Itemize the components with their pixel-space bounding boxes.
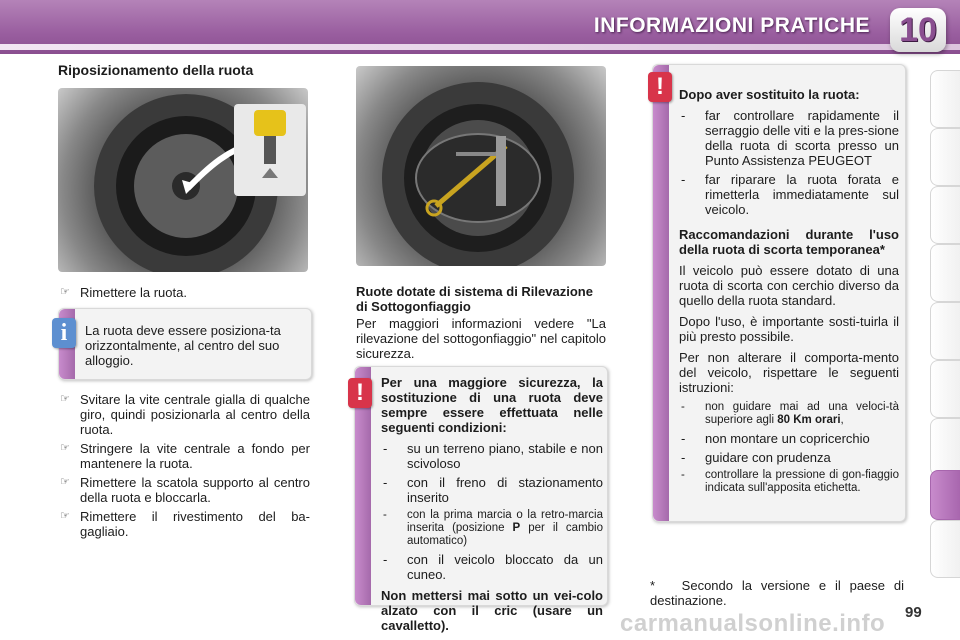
instruction-item-text: controllare la pressione di gon-fiaggio indicata sull'apposita etichetta. [705,469,899,494]
temp-spare-para3: Per non alterare il comporta-mento del veicolo, rispettare le seguenti istruzioni: [679,350,899,395]
warning-icon: ! [648,72,672,102]
bullet-text: Rimettere la scatola supporto al centro della ruota e bloccarla. [80,475,310,505]
footnote-text: Secondo la versione e il paese di destinazione. [650,578,904,608]
warning-item: - con la prima marcia o la retro-marcia inserita (posizione P per il cambio automatico) [383,509,604,547]
page-number: 99 [905,604,922,621]
warning-heading: Per una maggiore sicurezza, la sostituzione di una ruota deve sempre essere effettuata nelle seguenti condizioni: [381,375,603,435]
warning-item: - con il freno di stazionamento inserito [383,475,603,505]
footnote-star: * [650,578,656,593]
info-icon: i [52,318,76,348]
warning-item: - con il veicolo bloccato da un cuneo. [383,552,603,582]
note-strip [653,65,669,521]
warning-item: - su un terreno piano, stabile e non scivoloso [383,441,603,471]
warning-item-text: con il veicolo bloccato da un cuneo. [407,552,603,582]
footnote [650,578,904,608]
pointing-hand-icon: ☞ [60,442,70,454]
bullet-item [58,285,310,300]
side-tab-3[interactable] [930,186,960,244]
bullet-item [58,509,310,539]
bullet-item [58,441,310,471]
bullet-text: Svitare la vite centrale gialla di qualche giro, quindi posizionarla al centro della ruota. [80,392,310,437]
header-stripe [0,44,960,50]
after-item: - far controllare rapidamente il serraggio delle viti e la pres-sione della ruota di scorta presso un Punto Assistenza PEUGEOT [681,108,899,168]
after-replacement-heading: Dopo aver sostituito la ruota: [679,87,860,102]
bullet-text: Rimettere la ruota. [80,285,187,300]
instruction-item: - guidare con prudenza [681,450,831,465]
bullet-item [58,475,310,505]
after-item-text: far controllare rapidamente il serraggio delle viti e la pres-sione della ruota di scorta presso un Punto Assistenza PEUGEOT [705,108,899,168]
instruction-item: - non guidare mai ad una veloci-tà superiore agli 80 Km orari, [681,401,899,426]
wheel-tools-photo [356,66,606,266]
instruction-item-text: non montare un copricerchio [705,431,870,446]
bullet-text: Stringere la vite centrale a fondo per mantenere la ruota. [80,441,310,471]
side-tab-2[interactable] [930,128,960,186]
instruction-item-text: non guidare mai ad una veloci-tà superiore agli [705,401,899,426]
instruction-item-text: guidare con prudenza [705,450,831,465]
temp-spare-para2: Dopo l'uso, è importante sosti-tuirla il più presto possibile. [679,314,899,344]
warning-footer: Non mettersi mai sotto un vei-colo alzato con il cric (usare un cavalletto). [381,588,603,633]
gear-position-label: P [512,522,521,534]
pointing-hand-icon: ☞ [60,476,70,488]
section-title: Riposizionamento della ruota [58,62,254,78]
side-tab-6[interactable] [930,360,960,418]
warning-item-tail: per il cambio automatico) [407,522,604,547]
warning-note-box [354,366,608,633]
watermark: carmanualsonline.info [620,610,886,637]
right-note-box [652,64,906,522]
side-tab-chapter-10-active[interactable] [930,470,960,520]
info-note-box [58,308,312,380]
pointing-hand-icon: ☞ [60,286,70,298]
instruction-item: - non montare un copricerchio [681,431,870,446]
temp-spare-para1: Il veicolo può essere dotato di una ruota di scorta con cerchio diverso da quello della ruota standard. [679,263,899,308]
warning-icon: ! [348,378,372,408]
side-tab-9[interactable] [930,520,960,578]
temp-spare-heading: Raccomandazioni durante l'uso della ruota di scorta temporanea* [679,227,899,257]
chapter-badge: 10 [890,8,946,52]
after-item: - far riparare la ruota forata e rimetterla immediatamente sul veicolo. [681,172,899,217]
side-tab-1[interactable] [930,70,960,128]
spare-wheel-photo [58,88,308,272]
bullet-item [58,392,310,437]
pointing-hand-icon: ☞ [60,510,70,522]
tpms-paragraph: Per maggiori informazioni vedere "La rilevazione del sottogonfiaggio" nel capitolo sicurezza. [356,316,606,361]
instruction-item: - controllare la pressione di gon-fiaggio indicata sull'apposita etichetta. [681,469,899,494]
warning-item-text: con il freno di stazionamento inserito [407,475,603,505]
side-tab-4[interactable] [930,244,960,302]
warning-item-text: su un terreno piano, stabile e non scivoloso [407,441,603,471]
info-note-text: La ruota deve essere posiziona-ta orizzontalmente, al centro del suo alloggio. [85,323,281,368]
tpms-subtitle: Ruote dotate di sistema di Rilevazione di Sottogonfiaggio [356,284,593,314]
side-tab-7[interactable] [930,418,960,476]
pointing-hand-icon: ☞ [60,393,70,405]
after-item-text: far riparare la ruota forata e rimetterla immediatamente sul veicolo. [705,172,899,217]
warning-item-text: con la prima marcia o la retro-marcia inserita (posizione [407,509,603,534]
side-tab-5[interactable] [930,302,960,360]
speed-limit-label: 80 Km orari [777,414,841,426]
page-title: INFORMAZIONI PRATICHE [593,14,870,37]
bullet-text: Rimettere il rivestimento del ba-gagliaio. [80,509,310,539]
